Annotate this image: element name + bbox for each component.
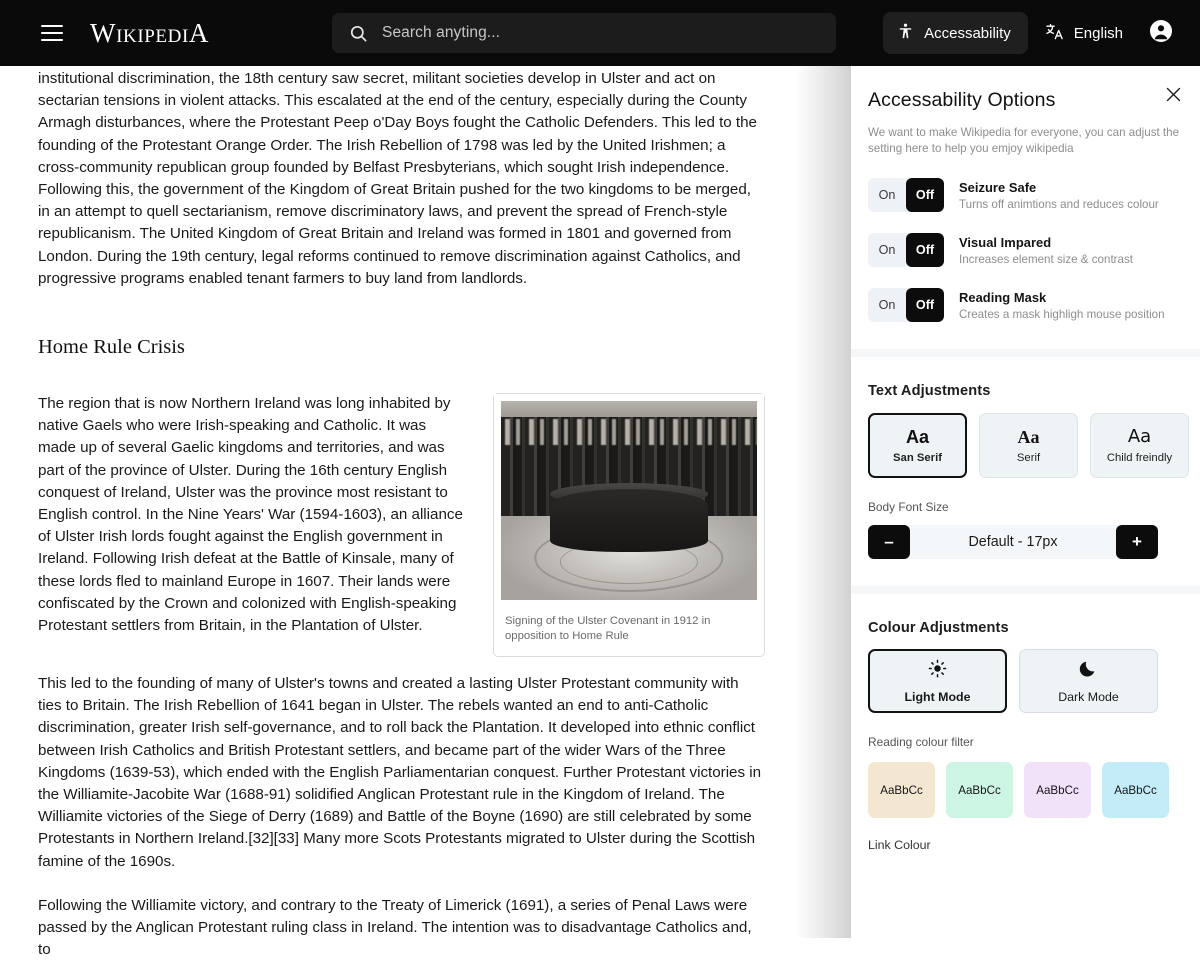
font-sample-glyph: Aa <box>1127 425 1152 447</box>
setting-row-reading-mask <box>868 267 1183 322</box>
moon-icon <box>1079 659 1098 683</box>
setting-description: Increases element size & contrast <box>959 252 1133 266</box>
colour-mode-options <box>868 649 1200 713</box>
close-icon[interactable] <box>1161 82 1185 106</box>
search-placeholder: Search anyting... <box>382 24 501 41</box>
toggle-on-segment[interactable]: On <box>878 188 896 202</box>
font-option-san-serif[interactable] <box>868 413 967 478</box>
toggle-off-segment[interactable]: Off <box>906 233 944 267</box>
hamburger-menu-icon[interactable] <box>41 25 63 41</box>
panel-title: Accessability Options <box>868 89 1056 111</box>
body-font-size-stepper <box>868 525 1158 559</box>
accessibility-person-icon <box>897 22 914 45</box>
search-icon <box>349 24 368 43</box>
language-button-label: English <box>1073 24 1123 42</box>
user-account-button[interactable] <box>1149 19 1173 48</box>
hamburger-line <box>41 39 63 41</box>
reading-colour-filter-label: Reading colour filter <box>868 735 974 749</box>
font-sample-glyph: Aa <box>1017 426 1040 447</box>
mode-option-label: Light Mode <box>904 689 971 704</box>
figure-caption: Signing of the Ulster Covenant in 1912 in opposition to Home Rule <box>505 615 711 643</box>
reading-colour-filter-swatches <box>868 762 1200 818</box>
font-option-label: Child freindly <box>1106 451 1173 464</box>
panel-subtitle: We want to make Wikipedia for everyone, you can adjust the setting here to help you emjoy wikipedia <box>868 126 1180 155</box>
hamburger-line <box>41 25 63 27</box>
mode-option-light[interactable] <box>868 649 1007 713</box>
accessibility-button-label: Accessability <box>924 24 1011 42</box>
accessibility-options-panel <box>851 66 1200 938</box>
setting-row-visual-impared <box>868 212 1183 267</box>
colour-swatch-cream[interactable]: AaBbCc <box>868 762 935 818</box>
setting-text <box>959 290 1165 321</box>
language-button[interactable] <box>1044 22 1123 45</box>
font-family-options <box>868 413 1200 478</box>
article-figure <box>493 393 765 657</box>
mode-option-dark[interactable] <box>1019 649 1158 713</box>
photo-table <box>550 489 709 553</box>
setting-title: Seizure Safe <box>959 179 1037 195</box>
colour-adjustments-heading: Colour Adjustments <box>868 620 1009 636</box>
setting-text <box>959 235 1133 266</box>
article-content <box>0 66 803 959</box>
font-size-increase-button[interactable]: + <box>1116 525 1158 559</box>
sun-icon <box>928 659 947 683</box>
toggle-visual-impared[interactable] <box>868 233 944 267</box>
article-paragraph: The region that is now Northern Ireland was long inhabited by native Gaels who were Irish-speaking and Catholic. It was made up of several Gaelic kingdoms and territories, and was part of the province of Ulster. During the 16th century English conquest of Ireland, Ulster was the province most resistant to English control. In the Nine Years' War (1594-1603), an alliance of Ulster Irish lords fought against the English government in Ireland. Following Irish defeat at the Battle of Kinsale, many of these lords fled to mainland Europe in 1607. Their lands were confiscated by the Crown and colonized with English-speaking Protestant settlers from Britain, in the Plantation of Ulster. <box>38 395 463 635</box>
figure-image-frame <box>494 394 764 604</box>
header-actions <box>883 0 1200 66</box>
search-input[interactable] <box>332 13 836 53</box>
section-divider <box>851 349 1200 357</box>
font-option-label: Serif <box>1016 451 1041 464</box>
toggle-on-segment[interactable]: On <box>878 243 896 257</box>
article-body-with-figure <box>38 393 765 961</box>
article-paragraph: institutional discrimination, the 18th century saw secret, militant societies develop in Ulster and act on sectarian tensions in violent attacks. This escalated at the end of the century, especially during the County Armagh disturbances, where the Protestant Peep o'Day Boys fought the Catholic Defenders. This led to the founding of the Protestant Orange Order. The Irish Rebellion of 1798 was led by the United Irishmen; a cross-community republican group founded by Belfast Presbyterians, which sought Irish independence. Following this, the government of the Kingdom of Great Britain pushed for the two kingdoms to be merged, in an attempt to quell sectarianism, remove discriminatory laws, and prevent the spread of French-style republicanism. The United Kingdom of Great Britain and Ireland was formed in 1801 and governed from London. During the 19th century, legal reforms continued to remove discrimination against Catholics, and progressive programs enabled tenant farmers to buy land from landlords. <box>38 70 757 287</box>
wikipedia-wordmark[interactable]: WikipediA <box>90 17 209 48</box>
font-option-serif[interactable] <box>979 413 1078 478</box>
link-colour-label: Link Colour <box>868 838 931 852</box>
article-paragraph: This led to the founding of many of Ulster's towns and created a lasting Ulster Protestant community with ties to Britain. The Irish Rebellion of 1641 began in Ulster. The rebels wanted an end to anti-Catholic discrimination, greater Irish self-governance, and to roll back the Plantation. It developed into ethnic conflict between Irish Catholics and British Protestant settlers, and became part of the wider Wars of the Three Kingdoms (1639-53), which ended with the English Parliamentarian conquest. Further Protestant victories in the Williamite-Jacobite War (1688-91) solidified Anglican Protestant rule in the Kingdom of Ireland. The Williamite victories of the Siege of Derry (1689) and Battle of the Boyne (1690) are still celebrated by some Protestants in Northern Ireland.[32][33] Many more Scots Protestants migrated to Ulster during the Scottish famine of the 1690s. <box>38 675 762 870</box>
font-size-decrease-button[interactable]: – <box>868 525 910 559</box>
font-option-child-freindly[interactable] <box>1090 413 1189 478</box>
text-adjustments-heading: Text Adjustments <box>868 383 991 399</box>
setting-title: Visual Impared <box>959 234 1052 250</box>
font-sample-glyph: Aa <box>905 426 929 447</box>
setting-title: Reading Mask <box>959 289 1047 305</box>
user-account-icon <box>1149 19 1173 48</box>
translate-icon <box>1044 22 1065 45</box>
font-option-label: San Serif <box>893 451 942 464</box>
toggle-reading-mask[interactable] <box>868 288 944 322</box>
toggle-off-segment[interactable]: Off <box>906 178 944 212</box>
top-header-bar <box>0 0 1200 66</box>
hamburger-line <box>41 32 63 34</box>
font-size-value: Default - 17px <box>968 534 1058 550</box>
body-font-size-label: Body Font Size <box>868 500 949 514</box>
accessibility-button[interactable] <box>883 12 1028 54</box>
setting-row-seizure-safe <box>868 157 1183 212</box>
toggle-off-segment[interactable]: Off <box>906 288 944 322</box>
photo-heads <box>501 419 757 445</box>
colour-swatch-lavender[interactable]: AaBbCc <box>1024 762 1091 818</box>
setting-description: Turns off animtions and reduces colour <box>959 197 1159 211</box>
toggle-seizure-safe[interactable] <box>868 178 944 212</box>
setting-text <box>959 180 1159 211</box>
mode-option-label: Dark Mode <box>1058 689 1119 704</box>
section-divider <box>851 586 1200 594</box>
ulster-covenant-photo <box>501 401 757 600</box>
article-paragraph: Following the Williamite victory, and contrary to the Treaty of Limerick (1691), a series of Penal Laws were passed by the Anglican Protestant ruling class in Ireland. The intention was to disadvantage Catholics and, to <box>38 896 752 959</box>
colour-swatch-blue[interactable]: AaBbCc <box>1102 762 1169 818</box>
setting-description: Creates a mask highligh mouse position <box>959 307 1165 321</box>
toggle-on-segment[interactable]: On <box>878 298 896 312</box>
section-heading-home-rule-crisis: Home Rule Crisis <box>38 336 185 359</box>
panel-drop-shadow <box>795 66 853 938</box>
colour-swatch-mint[interactable]: AaBbCc <box>946 762 1013 818</box>
